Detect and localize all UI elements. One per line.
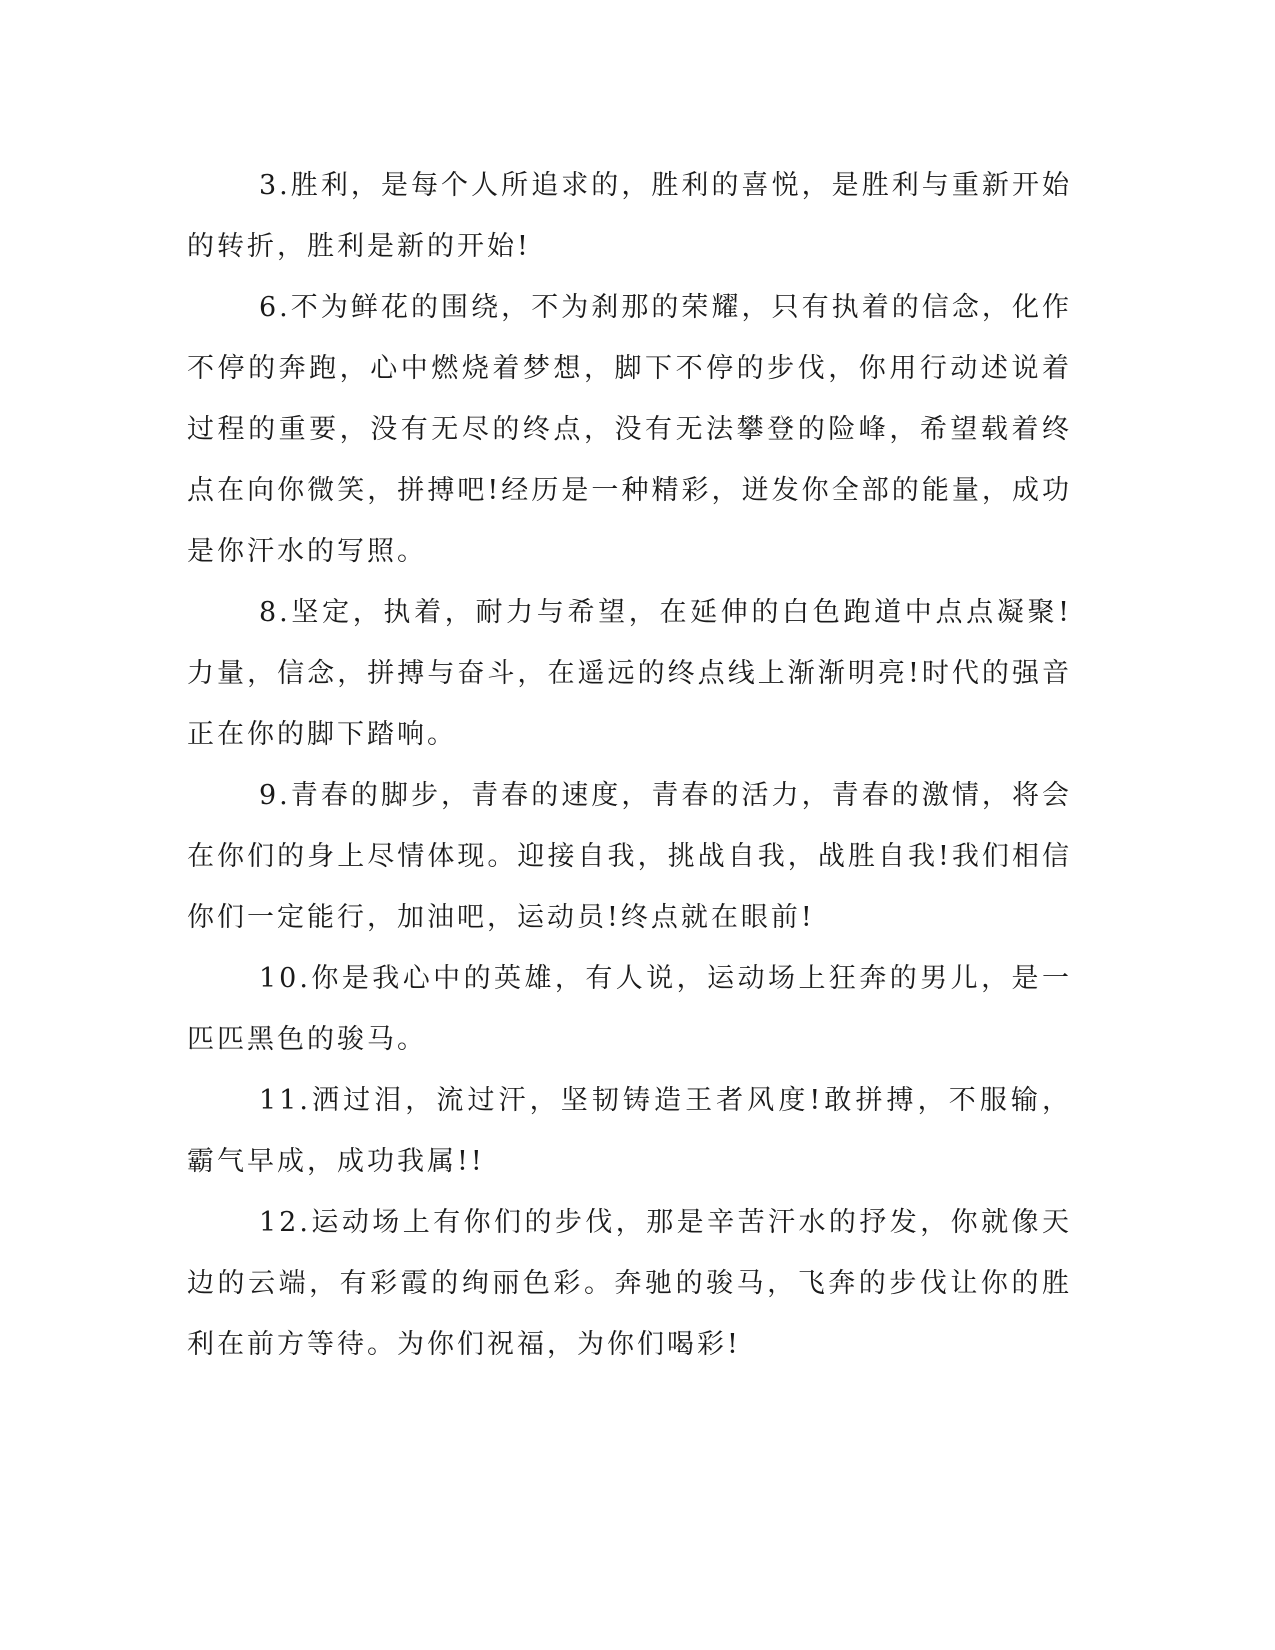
paragraph-6: 6.不为鲜花的围绕，不为刹那的荣耀，只有执着的信念，化作不停的奔跑，心中燃烧着梦想，脚下不停的步伐，你用行动述说着过程的重要，没有无尽的终点，没有无法攀登的险峰，希望载着终点在向你微笑，拼搏吧!经历是一种精彩，迸发你全部的能量，成功是你汗水的写照。 <box>187 292 1072 567</box>
document-body <box>187 155 1072 1375</box>
paragraph-10: 10.你是我心中的英雄，有人说，运动场上狂奔的男儿，是一匹匹黑色的骏马。 <box>187 963 1072 1055</box>
paragraph-11: 11.洒过泪，流过汗，坚韧铸造王者风度!敢拼搏，不服输，霸气早成，成功我属!! <box>187 1085 1072 1177</box>
paragraph-9: 9.青春的脚步，青春的速度，青春的活力，青春的激情，将会在你们的身上尽情体现。迎接自我，挑战自我，战胜自我!我们相信你们一定能行，加油吧，运动员!终点就在眼前! <box>187 780 1072 933</box>
paragraph-3: 3.胜利，是每个人所追求的，胜利的喜悦，是胜利与重新开始的转折，胜利是新的开始! <box>187 170 1072 262</box>
paragraph-8: 8.坚定，执着，耐力与希望，在延伸的白色跑道中点点凝聚!力量，信念，拼搏与奋斗，在遥远的终点线上渐渐明亮!时代的强音正在你的脚下踏响。 <box>187 597 1072 750</box>
paragraph-12: 12.运动场上有你们的步伐，那是辛苦汗水的抒发，你就像天边的云端，有彩霞的绚丽色彩。奔驰的骏马，飞奔的步伐让你的胜利在前方等待。为你们祝福，为你们喝彩! <box>187 1207 1072 1360</box>
